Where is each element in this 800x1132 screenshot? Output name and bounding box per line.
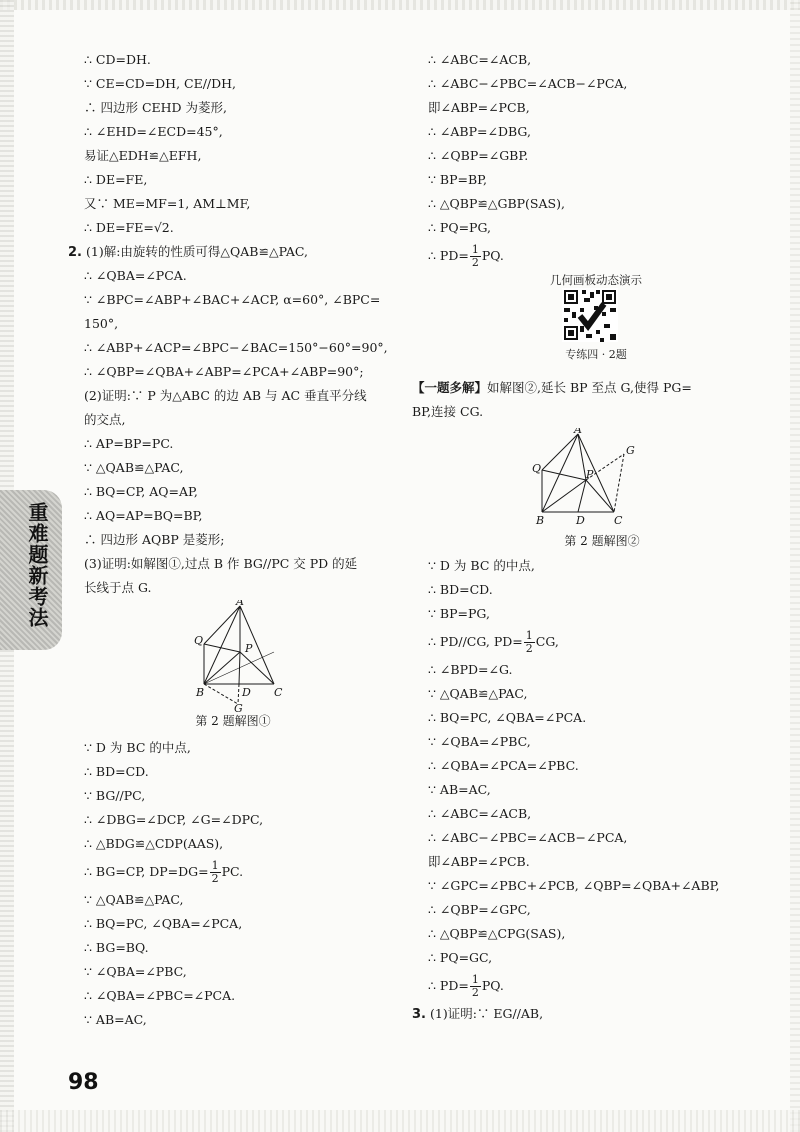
text-line: ∴ ∠DBG=∠DCP, ∠G=∠DPC, (84, 812, 264, 827)
figure-2-caption: 第 2 题解图② (564, 534, 640, 548)
fig2-label: G (626, 444, 635, 457)
side-tab-label: 重难题新考法 (25, 502, 49, 628)
text-line: (2)证明:∵ P 为△ABC 的边 AB 与 AC 垂直平分线 (84, 388, 367, 403)
fraction-denominator: 2 (471, 986, 479, 999)
text-line: 又∵ ME=MF=1, AM⊥MF, (84, 196, 251, 211)
fig2-label: P (586, 468, 594, 481)
fig2-line-GC (614, 454, 624, 512)
fraction-line (412, 240, 792, 272)
figure-2-diagram (412, 428, 792, 532)
multi-solution-line (412, 376, 792, 400)
text-line: ∵ CE=CD=DH, CE//DH, (84, 76, 237, 91)
scan-edge-bottom (0, 1110, 800, 1132)
text-line: 150°, (84, 316, 119, 331)
fraction-pre: ∴ BG=CP, DP=DG= (84, 864, 209, 879)
text-line: ∴ △QBP≌△GBP(SAS), (428, 196, 565, 211)
fig2-label: B (536, 514, 545, 527)
right-column (412, 48, 792, 1026)
fig1-label: G (234, 702, 243, 712)
fig1-line-DG (238, 684, 239, 704)
fraction (210, 860, 221, 885)
page-number: 98 (68, 1070, 99, 1095)
fraction-numerator: 1 (525, 629, 533, 642)
text-line: ∴ AQ=AP=BQ=BP, (84, 508, 203, 523)
text-line: 即∠ABP=∠PCB, (428, 100, 530, 115)
text-line: ∵ BP=PG, (428, 606, 490, 621)
text-line: ∵ BG//PC, (84, 788, 146, 803)
fig2-label: D (576, 514, 585, 527)
text-line: 即∠ABP=∠PCB. (428, 854, 530, 869)
fraction-post: PQ. (481, 978, 504, 993)
figure-1 (68, 600, 398, 712)
fig2-line-AP (578, 434, 586, 480)
text-line: ∴ DE=FE, (84, 172, 148, 187)
text-line: 易证△EDH≌△EFH, (84, 148, 202, 163)
question-number: 2. (68, 245, 82, 260)
text-line: ∴ DE=FE=√2. (84, 220, 174, 235)
qr-block (412, 272, 792, 376)
text-line: ∴ BQ=PC, ∠QBA=∠PCA, (84, 916, 243, 931)
text-line: ∴ ∠QBP=∠GPC, (428, 902, 531, 917)
text-line: ∴ ∠QBP=∠QBA+∠ABP=∠PCA+∠ABP=90°; (84, 364, 364, 379)
question-2-part1: (1)解:由旋转的性质可得△QAB≌△PAC, (85, 244, 308, 259)
fraction-post: PQ. (481, 248, 504, 263)
qr-caption: 专练四 · 2题 (565, 348, 627, 361)
text-line: ∵ ∠GPC=∠PBC+∠PCB, ∠QBP=∠QBA+∠ABP, (428, 878, 720, 893)
qr-title: 几何画板动态演示 (550, 273, 642, 287)
fraction (524, 630, 535, 655)
fig1-line-PC (240, 652, 274, 684)
text-line: ∴ △QBP≌△CPG(SAS), (428, 926, 566, 941)
fig2-line-AB (542, 434, 578, 512)
text-line: ∴ ∠ABC=∠ACB, (428, 806, 532, 821)
text-line: (3)证明:如解图①,过点 B 作 BG//PC 交 PD 的延 (84, 556, 358, 571)
text-line: ∴ AP=BP=PC. (84, 436, 174, 451)
figure-1-diagram (68, 600, 398, 712)
text-line: ∴ ∠ABC−∠PBC=∠ACB−∠PCA, (428, 830, 628, 845)
fig1-line-AQ (204, 606, 240, 644)
left-column (68, 48, 398, 1032)
fraction (470, 244, 481, 269)
fig1-label: A (236, 600, 244, 608)
question-3-heading (412, 1002, 792, 1026)
text-line: ∴ PQ=GC, (428, 950, 493, 965)
text-line: ∵ D 为 BC 的中点, (428, 558, 535, 573)
fig1-label: P (245, 642, 253, 655)
figure-2 (412, 428, 792, 532)
text-line: ∴ CD=DH. (84, 52, 151, 67)
text-line: ∴ ∠QBA=∠PBC=∠PCA. (84, 988, 236, 1003)
text-line: ∴ ∠ABC=∠ACB, (428, 52, 532, 67)
text-line: ∵ AB=AC, (428, 782, 491, 797)
text-line: ∵ △QAB≌△PAC, (84, 460, 184, 475)
text-line: BP,连接 CG. (412, 404, 484, 419)
text-line: ∴ ∠ABP=∠DBG, (428, 124, 531, 139)
text-line: ∵ D 为 BC 的中点, (84, 740, 191, 755)
fraction-numerator: 1 (471, 243, 479, 256)
figure-1-caption: 第 2 题解图① (195, 714, 271, 728)
fig2-line-PC (586, 480, 614, 512)
text-line: ∴ 四边形 AQBP 是菱形; (84, 532, 225, 547)
fig2-line-AQ (542, 434, 578, 470)
fraction-line (412, 626, 792, 658)
fig2-line-QP (542, 470, 586, 480)
text-line: 长线于点 G. (84, 580, 152, 595)
fig1-line-BP (204, 652, 240, 684)
text-line: ∵ ∠QBA=∠PBC, (428, 734, 531, 749)
fraction-numerator: 1 (211, 859, 219, 872)
fig1-label: C (274, 686, 283, 699)
text-line: ∵ △QAB≌△PAC, (428, 686, 528, 701)
text-line: ∴ ∠QBP=∠GBP. (428, 148, 529, 163)
text-line: ∵ BP=BP, (428, 172, 488, 187)
question-3-text: (1)证明:∵ EG//AB, (429, 1006, 544, 1021)
fig2-label: A (574, 428, 582, 436)
fraction-denominator: 2 (211, 872, 219, 885)
text-line: ∴ ∠EHD=∠ECD=45°, (84, 124, 223, 139)
question-2-heading (68, 240, 398, 264)
text-line: ∴ PQ=PG, (428, 220, 491, 235)
fraction-pre: ∴ PD= (428, 248, 469, 263)
fraction-post: PC. (221, 864, 244, 879)
text-line: ∵ △QAB≌△PAC, (84, 892, 184, 907)
fraction (470, 974, 481, 999)
text-line: ∵ ∠BPC=∠ABP+∠BAC+∠ACP, α=60°, ∠BPC= (84, 292, 381, 307)
text-line: ∴ BG=BQ. (84, 940, 149, 955)
text-line: ∴ ∠ABP+∠ACP=∠BPC−∠BAC=150°−60°=90°, (84, 340, 388, 355)
text-line: ∵ ∠QBA=∠PBC, (84, 964, 187, 979)
text-line: ∴ BD=CD. (84, 764, 149, 779)
text-line: ∴ ∠ABC−∠PBC=∠ACB−∠PCA, (428, 76, 628, 91)
text-line: 的交点, (84, 412, 126, 427)
fig1-label: Q (194, 634, 204, 647)
text-line: ∴ △BDG≌△CDP(AAS), (84, 836, 224, 851)
fig1-label: D (242, 686, 251, 699)
fig1-label: B (196, 686, 205, 699)
text-line: ∵ AB=AC, (84, 1012, 147, 1027)
fraction-line (412, 970, 792, 1002)
question-number: 3. (412, 1007, 426, 1022)
fig1-line-BG (204, 684, 238, 704)
scan-edge-top (0, 0, 800, 10)
fraction-post: CG, (535, 634, 559, 649)
fraction-pre: ∴ PD//CG, PD= (428, 634, 523, 649)
text-line: ∴ ∠QBA=∠PCA=∠PBC. (428, 758, 579, 773)
fraction-numerator: 1 (471, 973, 479, 986)
text-line: ∴ ∠QBA=∠PCA. (84, 268, 187, 283)
fraction-line (68, 856, 398, 888)
fig2-label: C (614, 514, 623, 527)
fraction-denominator: 2 (525, 642, 533, 655)
text-line: ∴ 四边形 CEHD 为菱形, (84, 100, 228, 115)
text-line: ∴ BQ=CP, AQ=AP, (84, 484, 198, 499)
fraction-pre: ∴ PD= (428, 978, 469, 993)
fraction-denominator: 2 (471, 256, 479, 269)
fig2-label: Q (532, 462, 542, 475)
text-line: ∴ BQ=PC, ∠QBA=∠PCA. (428, 710, 587, 725)
multi-solution-tag: 【一题多解】 (412, 380, 488, 395)
multi-solution-text: 如解图②,延长 BP 至点 G,使得 PG= (487, 380, 692, 395)
text-line: ∴ BD=CD. (428, 582, 493, 597)
qr-code-icon[interactable] (562, 288, 618, 342)
text-line: ∴ ∠BPD=∠G. (428, 662, 513, 677)
